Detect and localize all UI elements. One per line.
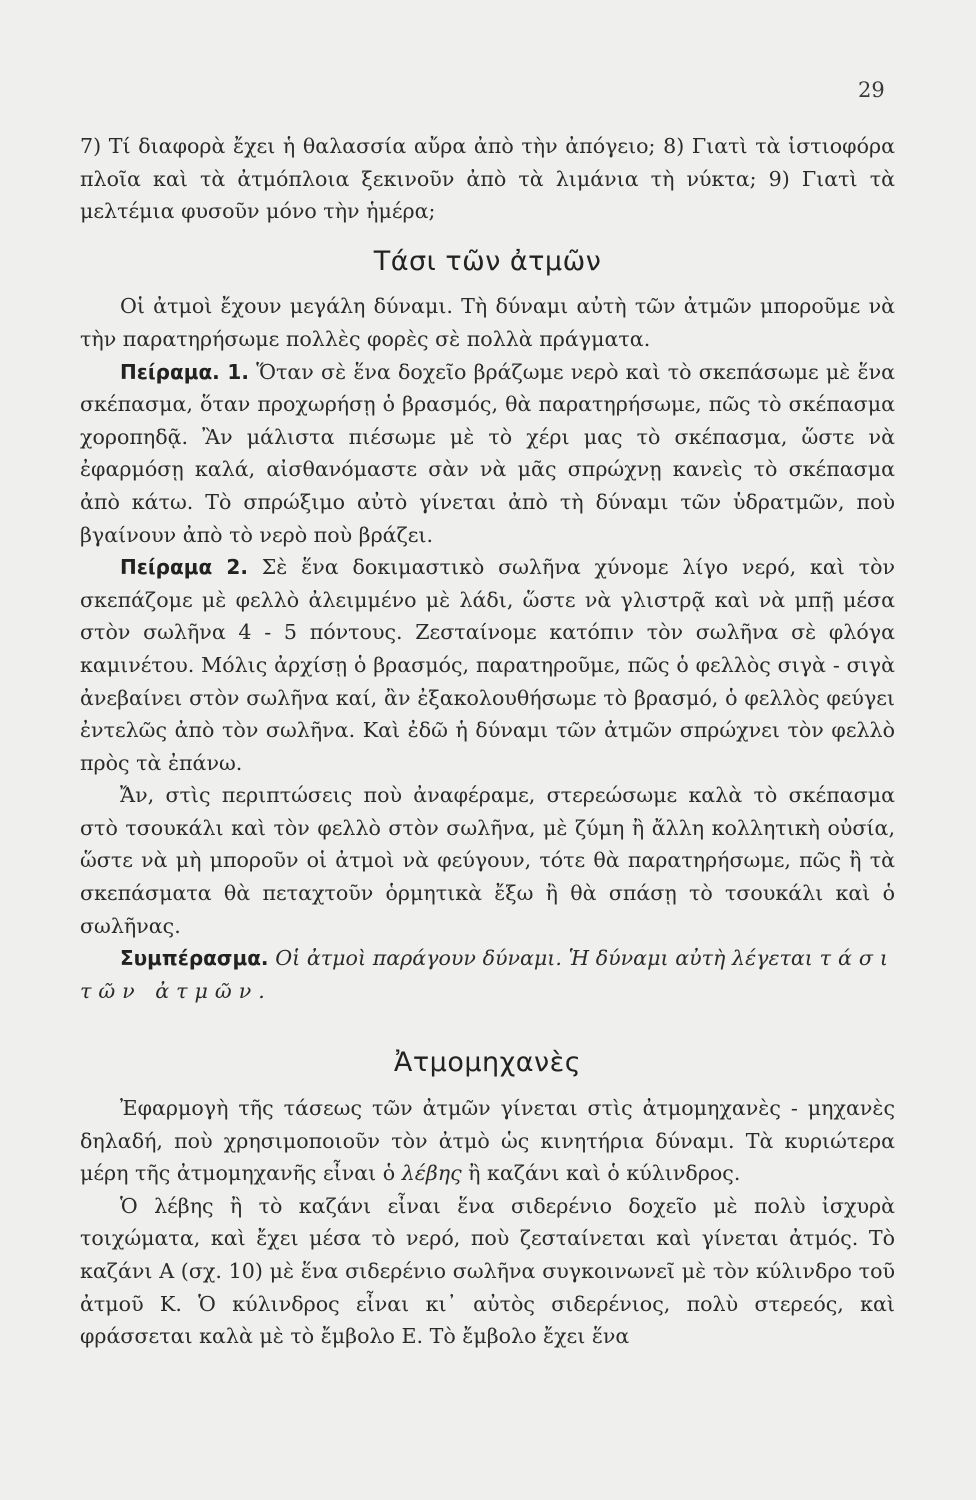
intro-paragraph: Οἱ ἀτμοὶ ἔχουν μεγάλη δύναμι. Τὴ δύναμι αὐτὴ τῶν ἀτμῶν μποροῦμε νὰ τὴν παρατηρήσωμε πολλὲς φορὲς σὲ πολλὰ πράγματα. <box>80 294 895 351</box>
page-number: 29 <box>858 78 885 102</box>
sealed-vessel-paragraph: Ἄν, στὶς περιπτώσεις ποὺ ἀναφέραμε, στερεώσωμε καλὰ τὸ σκέπασμα στὸ τσουκάλι καὶ τὸν φελλὸ στὸν σωλῆνα, μὲ ζύμη ἢ ἄλλη κολλητικὴ οὐσία, ὥστε νὰ μὴ μποροῦν οἱ ἀτμοὶ νὰ φεύγουν, τότε θὰ παρατηρήσωμε, πῶς ἢ τὰ σκεπάσματα θὰ πεταχτοῦν ὁρμητικὰ ἔξω ἢ θὰ σπάσῃ τὸ τσουκάλι καὶ ὁ σωλῆνας. <box>80 783 895 938</box>
steam-engine-paragraph-1 <box>80 1092 895 1190</box>
conclusion-label: Συμπέρασμα. <box>120 946 269 971</box>
section-heading-steam-engines: Ἀτμομηχανὲς <box>393 1047 582 1079</box>
experiment-2-paragraph <box>80 551 895 779</box>
experiment-1-paragraph <box>80 356 895 552</box>
steam-engine-paragraph-2: Ὁ λέβης ἢ τὸ καζάνι εἶναι ἕνα σιδερένιο δοχεῖο μὲ πολὺ ἰσχυρὰ τοιχώματα, καὶ ἔχει μέσα τὸ νερό, ποὺ ζεσταίνεται καὶ γίνεται ἀτμός. Τὸ καζάνι Α (σχ. 10) μὲ ἕνα σιδερένιο σωλῆνα συγκοινωνεῖ μὲ τὸν κύλινδρο τοῦ ἀτμοῦ Κ. Ὁ κύλινδρος εἶναι κι᾿ αὐτὸς σιδερένιος, πολὺ στερεός, καὶ φράσσεται καλὰ μὲ τὸ ἔμβολο Ε. Τὸ ἔμβολο ἔχει ἕνα <box>80 1193 895 1349</box>
conclusion-text: Οἱ ἀτμοὶ παράγουν δύναμι. Ἡ δύναμι αὐτὴ λέγεται <box>275 946 813 971</box>
steam-engine-p1-end: ἢ καζάνι καὶ ὁ κύλινδρος. <box>468 1161 741 1186</box>
questions-paragraph: 7) Τί διαφορὰ ἔχει ἡ θαλασσία αὔρα ἀπὸ τὴν ἀπόγειο; 8) Γιατὶ τὰ ἱστιοφόρα πλοῖα καὶ τὰ ἀτμόπλοια ξεκινοῦν ἀπὸ τὰ λιμάνια τὴ νύκτα; 9) Γιατὶ τὰ μελτέμια φυσοῦν μόνο τὴν ἡμέρα; <box>80 134 895 224</box>
experiment-2-text: Σὲ ἕνα δοκιμαστικὸ σωλῆνα χύνομε λίγο νερό, καὶ τὸν σκεπάζομε μὲ φελλὸ ἀλειμμένο μὲ λάδι, ὥστε νὰ γλιστρᾷ καὶ νὰ μπῇ μέσα στὸν σωλῆνα 4 - 5 πόντους. Ζεσταίνομε κατόπιν τὸν σωλῆνα σὲ φλόγα καμινέτου. Μόλις ἀρχίσῃ ὁ βρασμός, παρατηροῦμε, πῶς ὁ φελλὸς σιγὰ - σιγὰ ἀνεβαίνει στὸν σωλῆνα καί, ἂν ἐξακολουθήσωμε τὸ βρασμό, ὁ φελλὸς φεύγει ἐντελῶς ἀπὸ τὸν σωλῆνα. Καὶ ἐδῶ ἡ δύναμι τῶν ἀτμῶν σπρώχνει τὸν φελλὸ πρὸς τὰ ἐπάνω. <box>80 555 895 775</box>
section-heading-steam-pressure: Τάσι τῶν ἀτμῶν <box>373 245 602 277</box>
body-text <box>80 130 895 1353</box>
experiment-2-label: Πείραμα 2. <box>120 555 248 580</box>
experiment-1-text: Ὅταν σὲ ἕνα δοχεῖο βράζωμε νερὸ καὶ τὸ σκεπάσωμε μὲ ἕνα σκέπασμα, ὅταν προχωρήσῃ ὁ βρασμός, θὰ παρατηρήσωμε, πῶς τὸ σκέπασμα χοροπηδᾷ. Ἂν μάλιστα πιέσωμε μὲ τὸ χέρι μας τὸ σκέπασμα, ὥστε νὰ ἐφαρμόσῃ καλά, αἰσθανόμαστε σὰν νὰ μᾶς σπρώχνῃ κανεὶς τὸ σκέπασμα ἀπὸ κάτω. Τὸ σπρώξιμο αὐτὸ γίνεται ἀπὸ τὴ δύναμι τῶν ὑδρατμῶν, ποὺ βγαίνουν ἀπὸ τὸ νερὸ ποὺ βράζει. <box>80 359 895 547</box>
experiment-1-label: Πείραμα. 1. <box>120 359 249 384</box>
boiler-term: λέβης <box>401 1161 462 1186</box>
steam-engine-p1-start: Ἐφαρμογὴ τῆς τάσεως τῶν ἀτμῶν γίνεται στὶς ἀτμομηχανὲς - μηχανὲς δηλαδή, ποὺ χρησιμοποιοῦν τὸν ἀτμὸ ὡς κινητήρια δύναμι. Τὰ κυριώτερα μέρη τῆς ἀτμομηχανῆς εἶναι ὁ <box>80 1096 895 1186</box>
conclusion-term: τάσι τῶν ἀτμῶν. <box>80 946 896 1003</box>
conclusion-paragraph <box>80 942 895 1007</box>
